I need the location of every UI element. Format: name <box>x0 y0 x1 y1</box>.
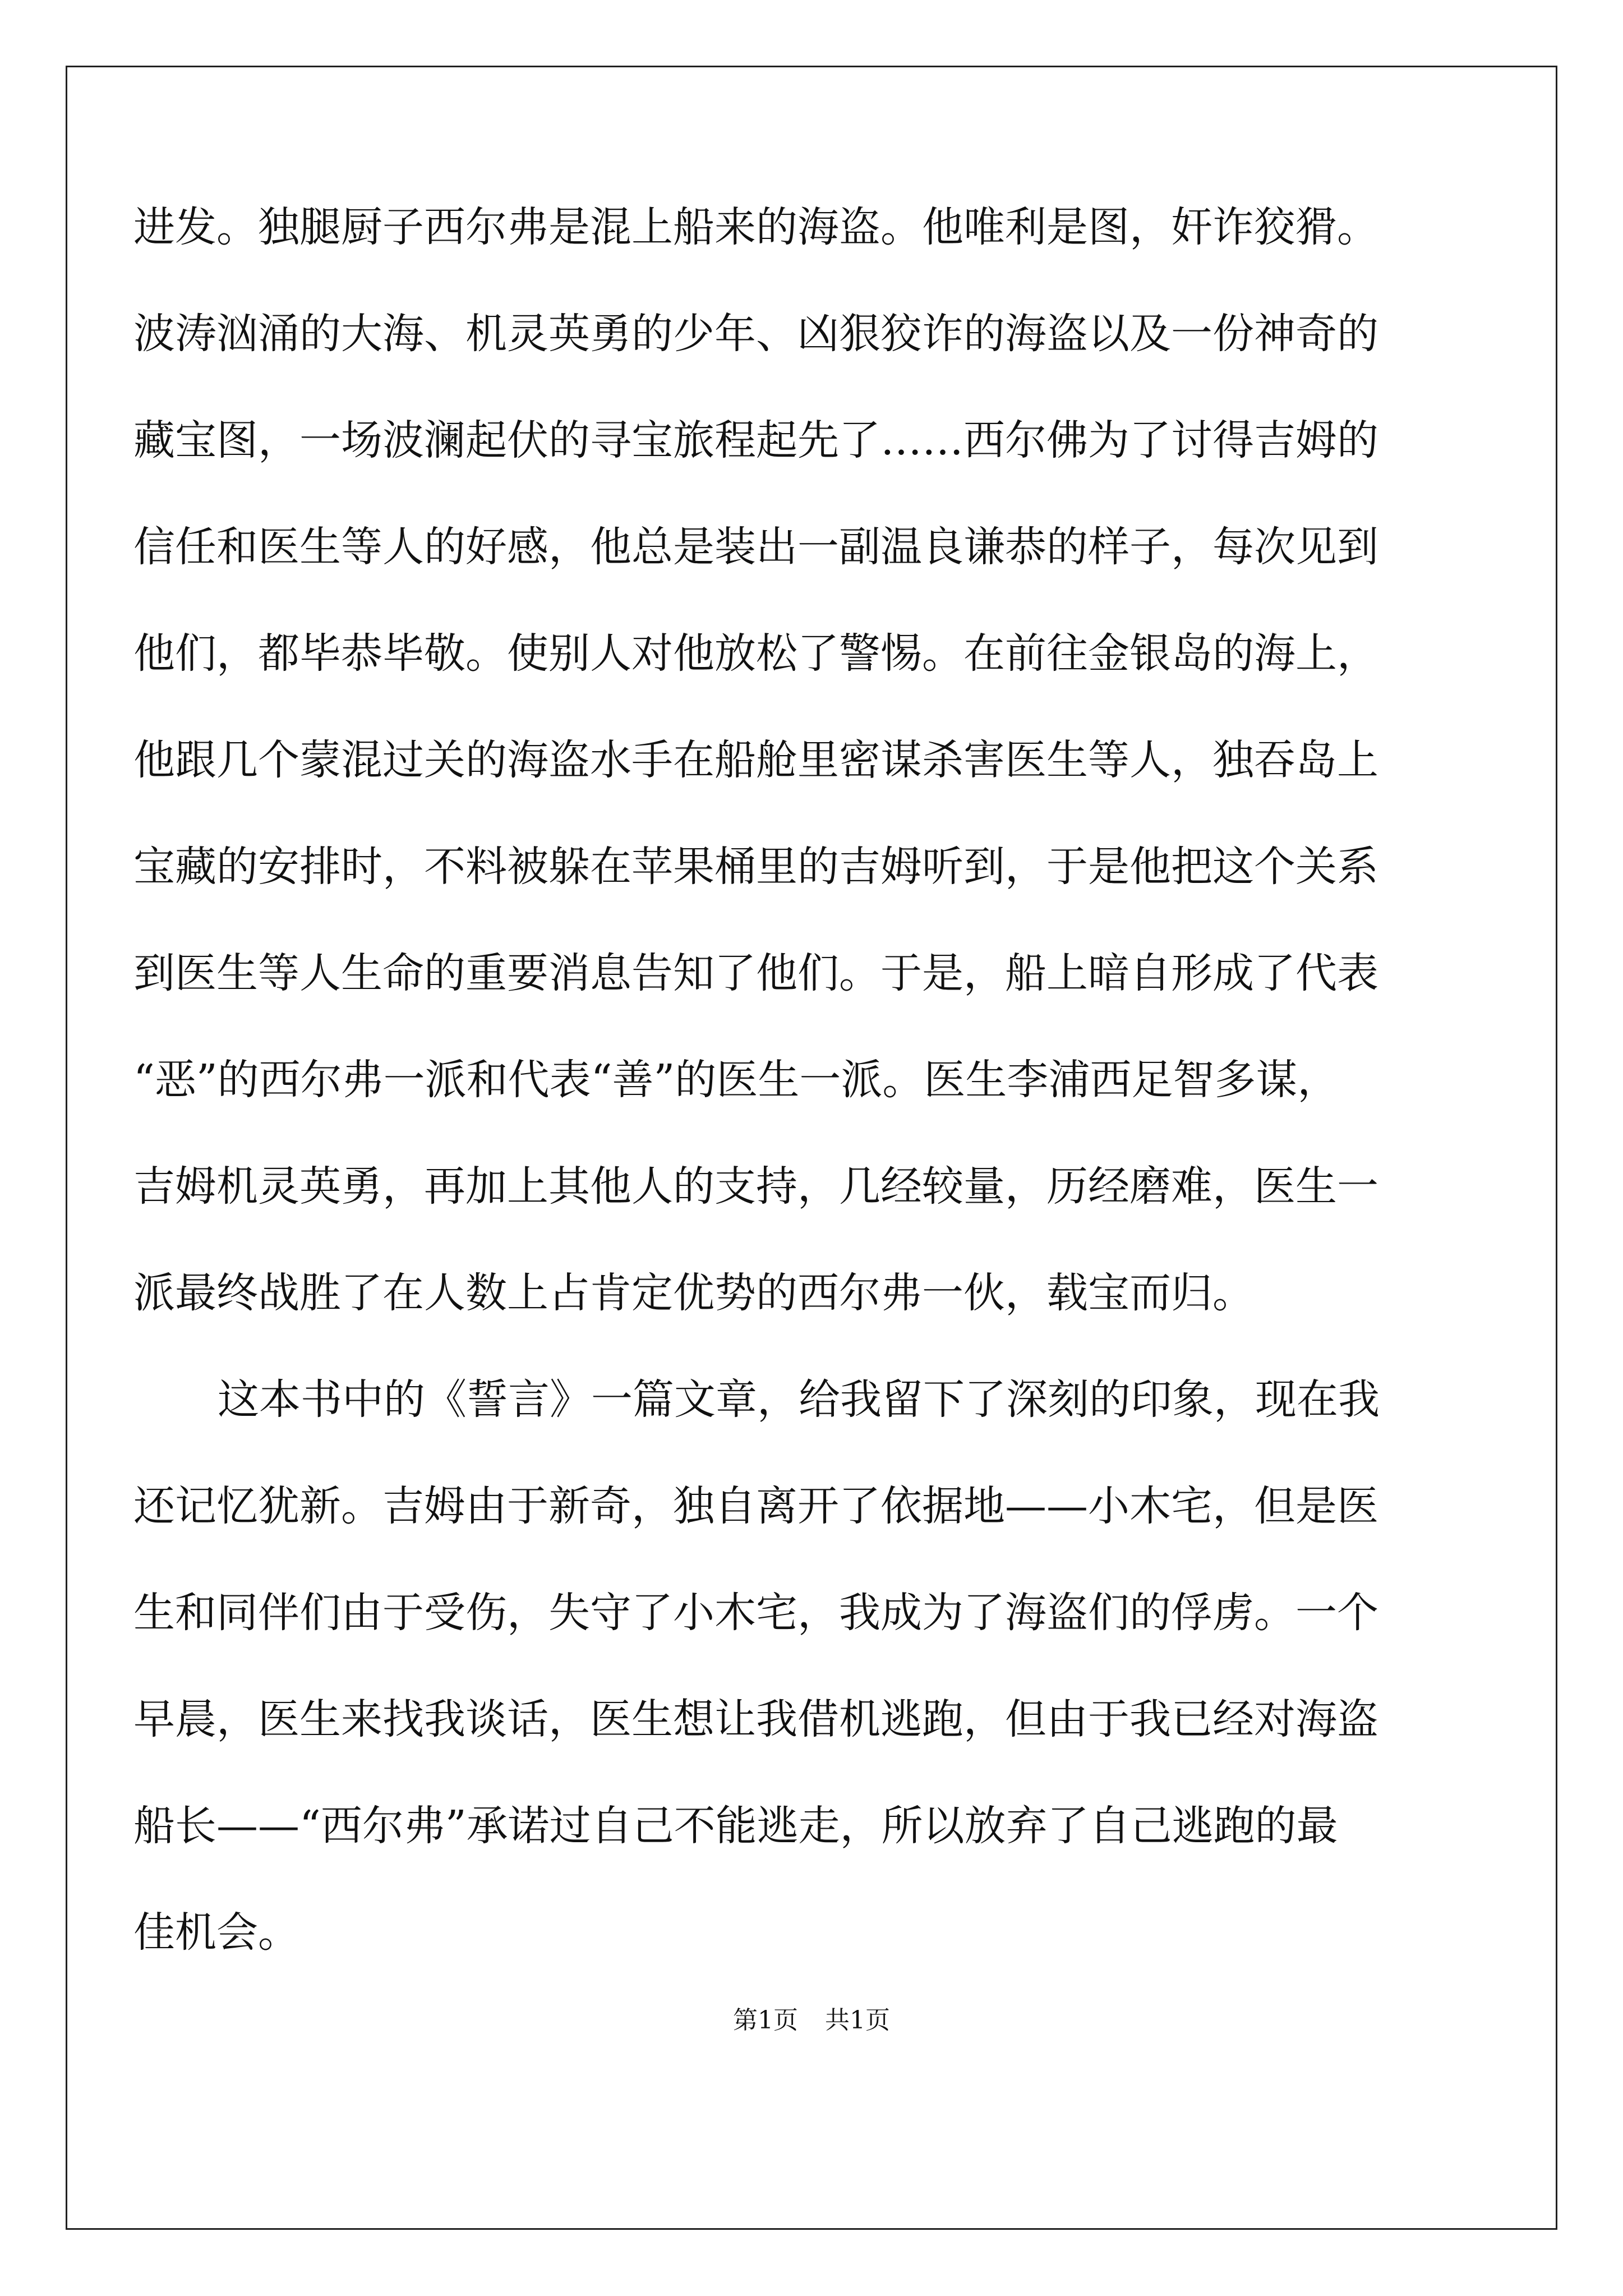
text-line: “恶”的西尔弗一派和代表“善”的医生一派。医生李浦西足智多谋， <box>133 1056 1339 1104</box>
text-line: 生和同伴们由于受伤，失守了小木宅，我成为了海盗们的俘虏。一个 <box>133 1589 1378 1637</box>
page-footer <box>0 2004 1623 2037</box>
text-line: 他们，都毕恭毕敬。使别人对他放松了警惕。在前往金银岛的海上， <box>133 629 1378 678</box>
text-line: 还记忆犹新。吉姆由于新奇，独自离开了依据地——小木宅，但是医 <box>133 1482 1378 1530</box>
text-line: 他跟几个蒙混过关的海盗水手在船舱里密谋杀害医生等人，独吞岛上 <box>133 736 1378 784</box>
page-number: 第1页 <box>733 2006 798 2035</box>
text-line: 藏宝图，一场波澜起伏的寻宝旅程起先了……西尔佛为了讨得吉姆的 <box>133 416 1378 464</box>
text-line: 信任和医生等人的好感，他总是装出一副温良谦恭的样子，每次见到 <box>133 523 1378 571</box>
text-line: 宝藏的安排时，不料被躲在苹果桶里的吉姆听到，于是他把这个关系 <box>133 843 1378 891</box>
text-line: 船长——“西尔弗”承诺过自己不能逃走，所以放弃了自己逃跑的最 <box>133 1802 1338 1850</box>
text-line: 进发。独腿厨子西尔弗是混上船来的海盗。他唯利是图，奸诈狡猾。 <box>133 203 1378 251</box>
paragraph-start-line: 这本书中的《誓言》一篇文章，给我留下了深刻的印象，现在我 <box>218 1375 1380 1424</box>
text-line: 吉姆机灵英勇，再加上其他人的支持，几经较量，历经磨难，医生一 <box>133 1162 1378 1211</box>
text-line: 早晨，医生来找我谈话，医生想让我借机逃跑，但由于我已经对海盗 <box>133 1695 1378 1743</box>
text-line: 佳机会。 <box>133 1908 299 1957</box>
text-line: 波涛汹涌的大海、机灵英勇的少年、凶狠狡诈的海盗以及一份神奇的 <box>133 310 1378 358</box>
document-body <box>133 174 1433 1986</box>
text-line: 派最终战胜了在人数上占肯定优势的西尔弗一伙，载宝而归。 <box>133 1269 1254 1317</box>
text-line: 到医生等人生命的重要消息告知了他们。于是，船上暗自形成了代表 <box>133 949 1378 997</box>
page-total: 共1页 <box>825 2006 890 2035</box>
